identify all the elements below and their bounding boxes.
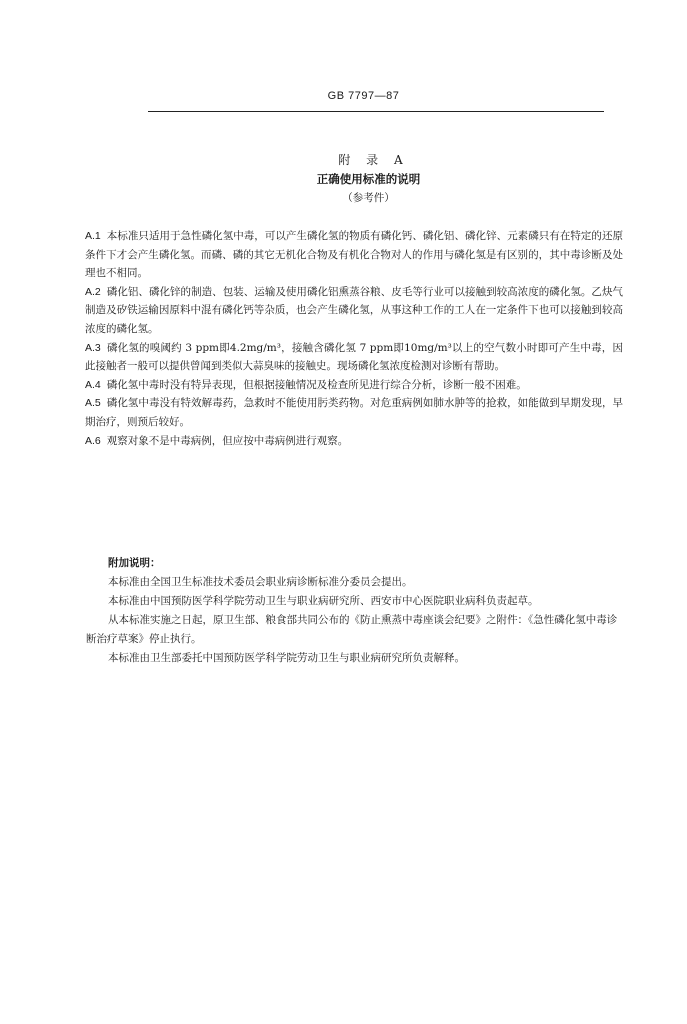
clause-number: A.4 bbox=[85, 378, 101, 391]
additional-line: 本标准由中国预防医学科学院劳动卫生与职业病研究所、西安市中心医院职业病科负责起草。 bbox=[108, 595, 539, 607]
clause-list bbox=[85, 227, 623, 450]
clause-a3 bbox=[85, 339, 623, 376]
clause-number: A.6 bbox=[85, 434, 101, 447]
additional-heading: 附加说明： bbox=[108, 557, 161, 569]
appendix-subtitle: 正确使用标准的说明 bbox=[316, 172, 421, 186]
clause-number: A.2 bbox=[85, 285, 101, 298]
clause-number: A.5 bbox=[85, 397, 101, 410]
additional-line: 本标准由卫生部委托中国预防医学科学院劳动卫生与职业病研究所负责解释。 bbox=[108, 652, 465, 664]
clause-number: A.1 bbox=[85, 230, 101, 242]
clause-a2 bbox=[85, 283, 623, 339]
clause-text: 本标准只适用于急性磷化氢中毒，可以产生磷化氢的物质有磷化钙、磷化铝、磷化锌、元素磷只有在特定的还原条件下才会产生磷化氢。而磷、磷的其它无机化合物及有机化合物对人的作用与磷化氢是有区别的，其中毒诊断及处理也不相同。 bbox=[85, 230, 623, 280]
clause-a1 bbox=[85, 227, 623, 283]
clause-text: 磷化氢中毒没有特效解毒药，急救时不能使用肟类药物。对危重病例如肺水肿等的抢救，如能做到早期发现，早期治疗，则预后较好。 bbox=[85, 397, 623, 428]
header-rule bbox=[148, 111, 604, 112]
clause-text: 磷化氢的嗅阈约 3 ppm即4.2mg/m³，接触含磷化氢 7 ppm即10mg/m³以上的空气数小时即可产生中毒，因此接触者一般可以提供曾闻到类似大蒜臭味的接触史。现场磷化氢浓度检测对诊断有帮助。 bbox=[85, 341, 623, 373]
clause-text: 磷化铝、磷化锌的制造、包装、运输及使用磷化铝熏蒸谷粮、皮毛等行业可以接触到较高浓度的磷化氢。乙炔气制造及矽铁运输因原料中混有磷化钙等杂质，也会产生磷化氢，从事这种工作的工人在一定条件下也可以接触到较高浓度的磷化氢。 bbox=[85, 285, 623, 335]
clause-a5 bbox=[85, 394, 623, 431]
standard-code: GB 7797—87 bbox=[327, 90, 400, 102]
clause-number: A.3 bbox=[85, 341, 101, 354]
appendix-note: （参考件） bbox=[342, 192, 395, 204]
clause-text: 磷化氢中毒时没有特异表现，但根据接触情况及检查所见进行综合分析，诊断一般不困难。 bbox=[106, 378, 527, 391]
clause-a4 bbox=[85, 376, 623, 395]
additional-notes bbox=[86, 554, 623, 668]
clause-a6 bbox=[85, 432, 623, 451]
additional-line: 本标准由全国卫生标准技术委员会职业病诊断标准分委员会提出。 bbox=[108, 576, 413, 588]
appendix-title: 附 录 A bbox=[338, 153, 409, 167]
additional-line: 从本标准实施之日起，原卫生部、粮食部共同公布的《防止熏蒸中毒座谈会纪要》之附件：《急性磷化氢中毒诊断治疗草案》停止执行。 bbox=[86, 614, 618, 645]
clause-text: 观察对象不是中毒病例，但应按中毒病例进行观察。 bbox=[106, 434, 349, 447]
